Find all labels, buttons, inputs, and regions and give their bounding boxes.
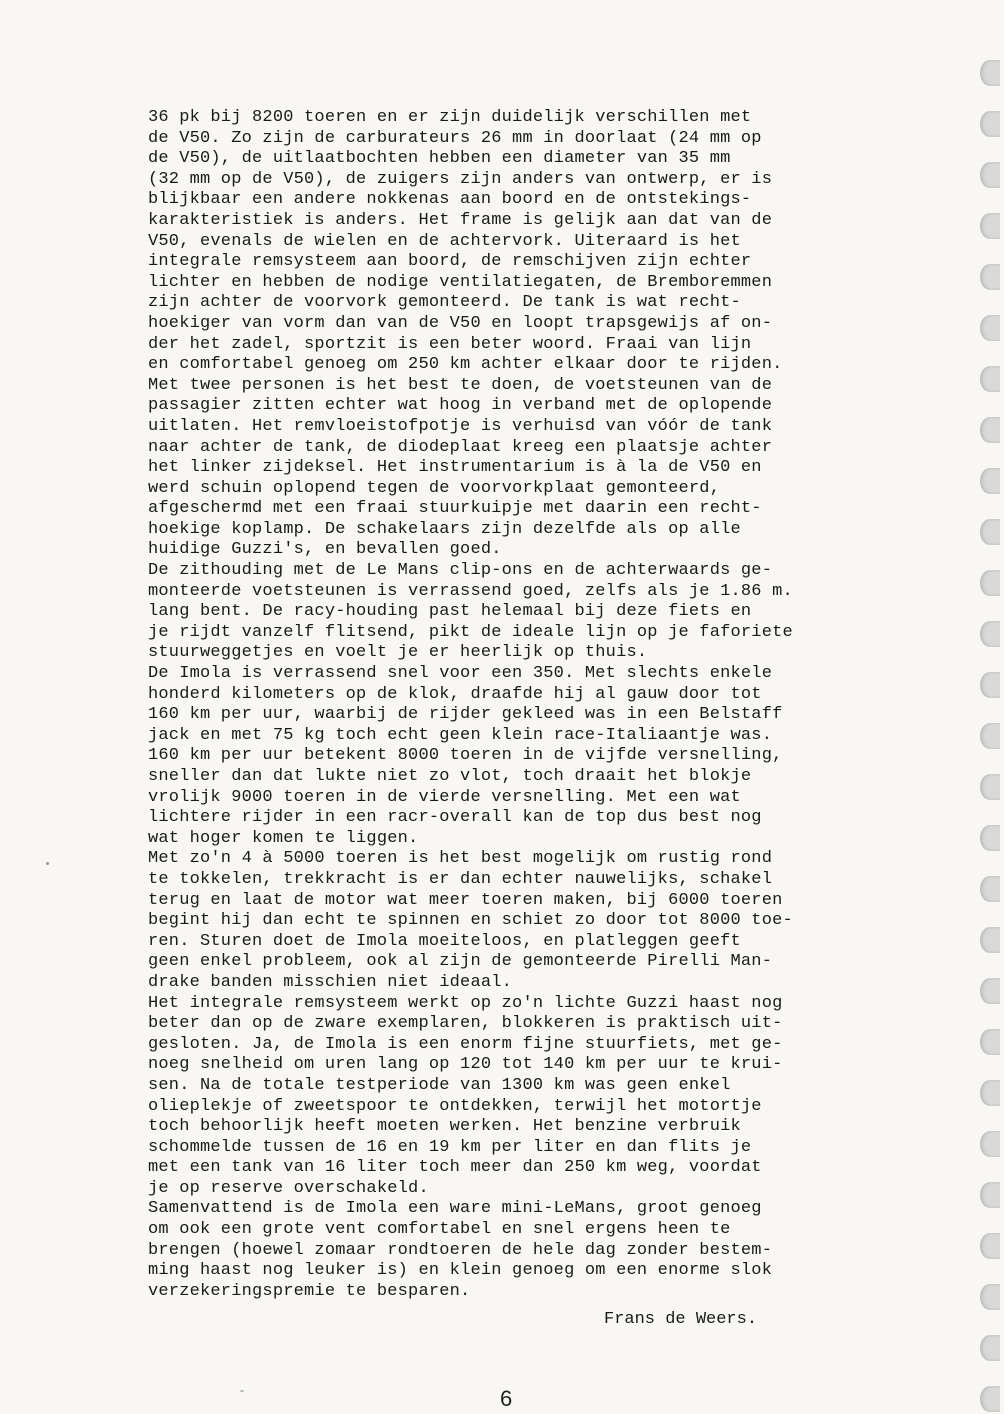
- text-line: brengen (hoewel zomaar rondtoeren de hele dag zonder bestem-: [148, 1240, 773, 1260]
- binding-hole: [980, 621, 1000, 647]
- text-line: terug en laat de motor wat meer toeren maken, bij 6000 toeren: [148, 890, 783, 910]
- binding-hole: [980, 60, 1000, 86]
- text-line: sen. Na de totale testperiode van 1300 km was geen enkel: [148, 1075, 731, 1095]
- text-line: om ook een grote vent comfortabel en snel ergens heen te: [148, 1220, 731, 1240]
- binding-hole: [980, 825, 1000, 851]
- text-line: je op reserve overschakeld.: [148, 1178, 429, 1198]
- text-line: monteerde voetsteunen is verrassend goed, zelfs als je 1.86 m.: [148, 581, 793, 601]
- text-line: zijn achter de voorvork gemonteerd. De tank is wat recht-: [148, 293, 741, 313]
- binding-hole: [980, 876, 1000, 902]
- binding-hole: [980, 213, 1000, 239]
- text-line: passagier zitten echter wat hoog in verband met de oplopende: [148, 396, 773, 416]
- text-line: te tokkelen, trekkracht is er dan echter nauwelijks, schakel: [148, 869, 773, 889]
- text-line: stuurweggetjes en voelt je er heerlijk op thuis.: [148, 643, 648, 663]
- paper-speck: [240, 1390, 244, 1392]
- text-line: gesloten. Ja, de Imola is een enorm fijne stuurfiets, met ge-: [148, 1034, 783, 1054]
- text-line: karakteristiek is anders. Het frame is gelijk aan dat van de: [148, 210, 773, 230]
- binding-hole: [980, 723, 1000, 749]
- text-line: geen enkel probleem, ook al zijn de gemonteerde Pirelli Man-: [148, 952, 773, 972]
- text-line: uitlaten. Het remvloeistofpotje is verhuisd van vóór de tank: [148, 416, 773, 436]
- binding-holes: [974, 40, 1004, 1414]
- text-line: blijkbaar een andere nokkenas aan boord en de ontstekings-: [148, 190, 752, 210]
- text-line: met een tank van 16 liter toch meer dan 250 km weg, voordat: [148, 1158, 762, 1178]
- text-line: het linker zijdeksel. Het instrumentarium is à la de V50 en: [148, 458, 762, 478]
- binding-hole: [980, 264, 1000, 290]
- text-line: ren. Sturen doet de Imola moeiteloos, en platleggen geeft: [148, 931, 741, 951]
- text-line: lichter en hebben de nodige ventilatiegaten, de Bremboremmen: [148, 272, 773, 292]
- binding-hole: [980, 1131, 1000, 1157]
- binding-hole: [980, 1029, 1000, 1055]
- binding-hole: [980, 927, 1000, 953]
- text-line: je rijdt vanzelf flitsend, pikt de ideale lijn op je faforiete: [148, 622, 793, 642]
- paper-speck: [46, 862, 49, 865]
- text-line: drake banden misschien niet ideaal.: [148, 972, 513, 992]
- text-line: lichtere rijder in een racr-overall kan de top dus best nog: [148, 808, 762, 828]
- binding-hole: [980, 1335, 1000, 1361]
- binding-hole: [980, 1182, 1000, 1208]
- text-line: toch behoorlijk heeft moeten werken. Het benzine verbruik: [148, 1117, 741, 1137]
- text-line: der het zadel, sportzit is een beter woord. Fraai van lijn: [148, 334, 752, 354]
- text-line: begint hij dan echt te spinnen en schiet zo door tot 8000 toe-: [148, 911, 793, 931]
- binding-hole: [980, 366, 1000, 392]
- text-line: hoekiger van vorm dan van de V50 en loopt trapsgewijs af on-: [148, 313, 773, 333]
- text-line: en comfortabel genoeg om 250 km achter elkaar door te rijden.: [148, 355, 783, 375]
- text-line: jack en met 75 kg toch echt geen klein race-Italiaantje was.: [148, 725, 773, 745]
- binding-hole: [980, 1386, 1000, 1412]
- text-line: Samenvattend is de Imola een ware mini-LeMans, groot genoeg: [148, 1199, 762, 1219]
- text-line: verzekeringspremie te besparen.: [148, 1281, 471, 1301]
- text-line: wat hoger komen te liggen.: [148, 828, 419, 848]
- text-line: De Imola is verrassend snel voor een 350. Met slechts enkele: [148, 664, 773, 684]
- text-line: lang bent. De racy-houding past helemaal bij deze fiets en: [148, 602, 752, 622]
- text-line: Het integrale remsysteem werkt op zo'n lichte Guzzi haast nog: [148, 993, 783, 1013]
- text-line: vrolijk 9000 toeren in de vierde versnelling. Met een wat: [148, 787, 741, 807]
- binding-hole: [980, 1233, 1000, 1259]
- text-line: de V50), de uitlaatbochten hebben een diameter van 35 mm: [148, 149, 731, 169]
- text-line: ming haast nog leuker is) en klein genoeg om een enorme slok: [148, 1261, 773, 1281]
- text-line: de V50. Zo zijn de carburateurs 26 mm in doorlaat (24 mm op: [148, 128, 762, 148]
- author-signature: Frans de Weers.: [604, 1310, 758, 1329]
- text-line: noeg snelheid om uren lang op 120 tot 140 km per uur te krui-: [148, 1055, 783, 1075]
- text-line: 160 km per uur, waarbij de rijder gekleed was in een Belstaff: [148, 705, 783, 725]
- binding-hole: [980, 672, 1000, 698]
- binding-hole: [980, 519, 1000, 545]
- text-line: beter dan op de zware exemplaren, blokkeren is praktisch uit-: [148, 1014, 783, 1034]
- binding-hole: [980, 162, 1000, 188]
- text-line: sneller dan dat lukte niet zo vlot, toch draait het blokje: [148, 767, 752, 786]
- text-line: naar achter de tank, de diodeplaat kreeg een plaatsje achter: [148, 437, 773, 457]
- page-number: 6: [500, 1386, 513, 1411]
- binding-hole: [980, 468, 1000, 494]
- binding-hole: [980, 570, 1000, 596]
- text-line: De zithouding met de Le Mans clip-ons en de achterwaards ge-: [148, 561, 773, 581]
- text-line: honderd kilometers op de klok, draafde hij al gauw door tot: [148, 684, 762, 704]
- text-line: 160 km per uur betekent 8000 toeren in de vijfde versnelling,: [148, 746, 783, 766]
- article-body: [148, 108, 948, 1302]
- binding-hole: [980, 315, 1000, 341]
- binding-hole: [980, 111, 1000, 137]
- text-line: 36 pk bij 8200 toeren en er zijn duidelijk verschillen met: [148, 108, 752, 127]
- binding-hole: [980, 1080, 1000, 1106]
- text-line: Met zo'n 4 à 5000 toeren is het best mogelijk om rustig rond: [148, 849, 773, 869]
- text-line: (32 mm op de V50), de zuigers zijn anders van ontwerp, er is: [148, 169, 773, 189]
- text-line: werd schuin oplopend tegen de voorvorkplaat gemonteerd,: [148, 478, 721, 498]
- text-line: afgeschermd met een fraai stuurkuipje met daarin een recht-: [148, 499, 762, 519]
- binding-hole: [980, 417, 1000, 443]
- text-line: Met twee personen is het best te doen, de voetsteunen van de: [148, 375, 773, 395]
- text-line: integrale remsysteem aan boord, de remschijven zijn echter: [148, 252, 752, 272]
- text-line: schommelde tussen de 16 en 19 km per liter en dan flits je: [148, 1137, 752, 1157]
- binding-hole: [980, 978, 1000, 1004]
- text-line: V50, evenals de wielen en de achtervork. Uiteraard is het: [148, 231, 741, 251]
- binding-hole: [980, 1284, 1000, 1310]
- text-line: huidige Guzzi's, en bevallen goed.: [148, 540, 502, 560]
- text-line: olieplekje of zweetspoor te ontdekken, terwijl het motortje: [148, 1096, 762, 1116]
- binding-hole: [980, 774, 1000, 800]
- text-line: hoekige koplamp. De schakelaars zijn dezelfde als op alle: [148, 519, 741, 539]
